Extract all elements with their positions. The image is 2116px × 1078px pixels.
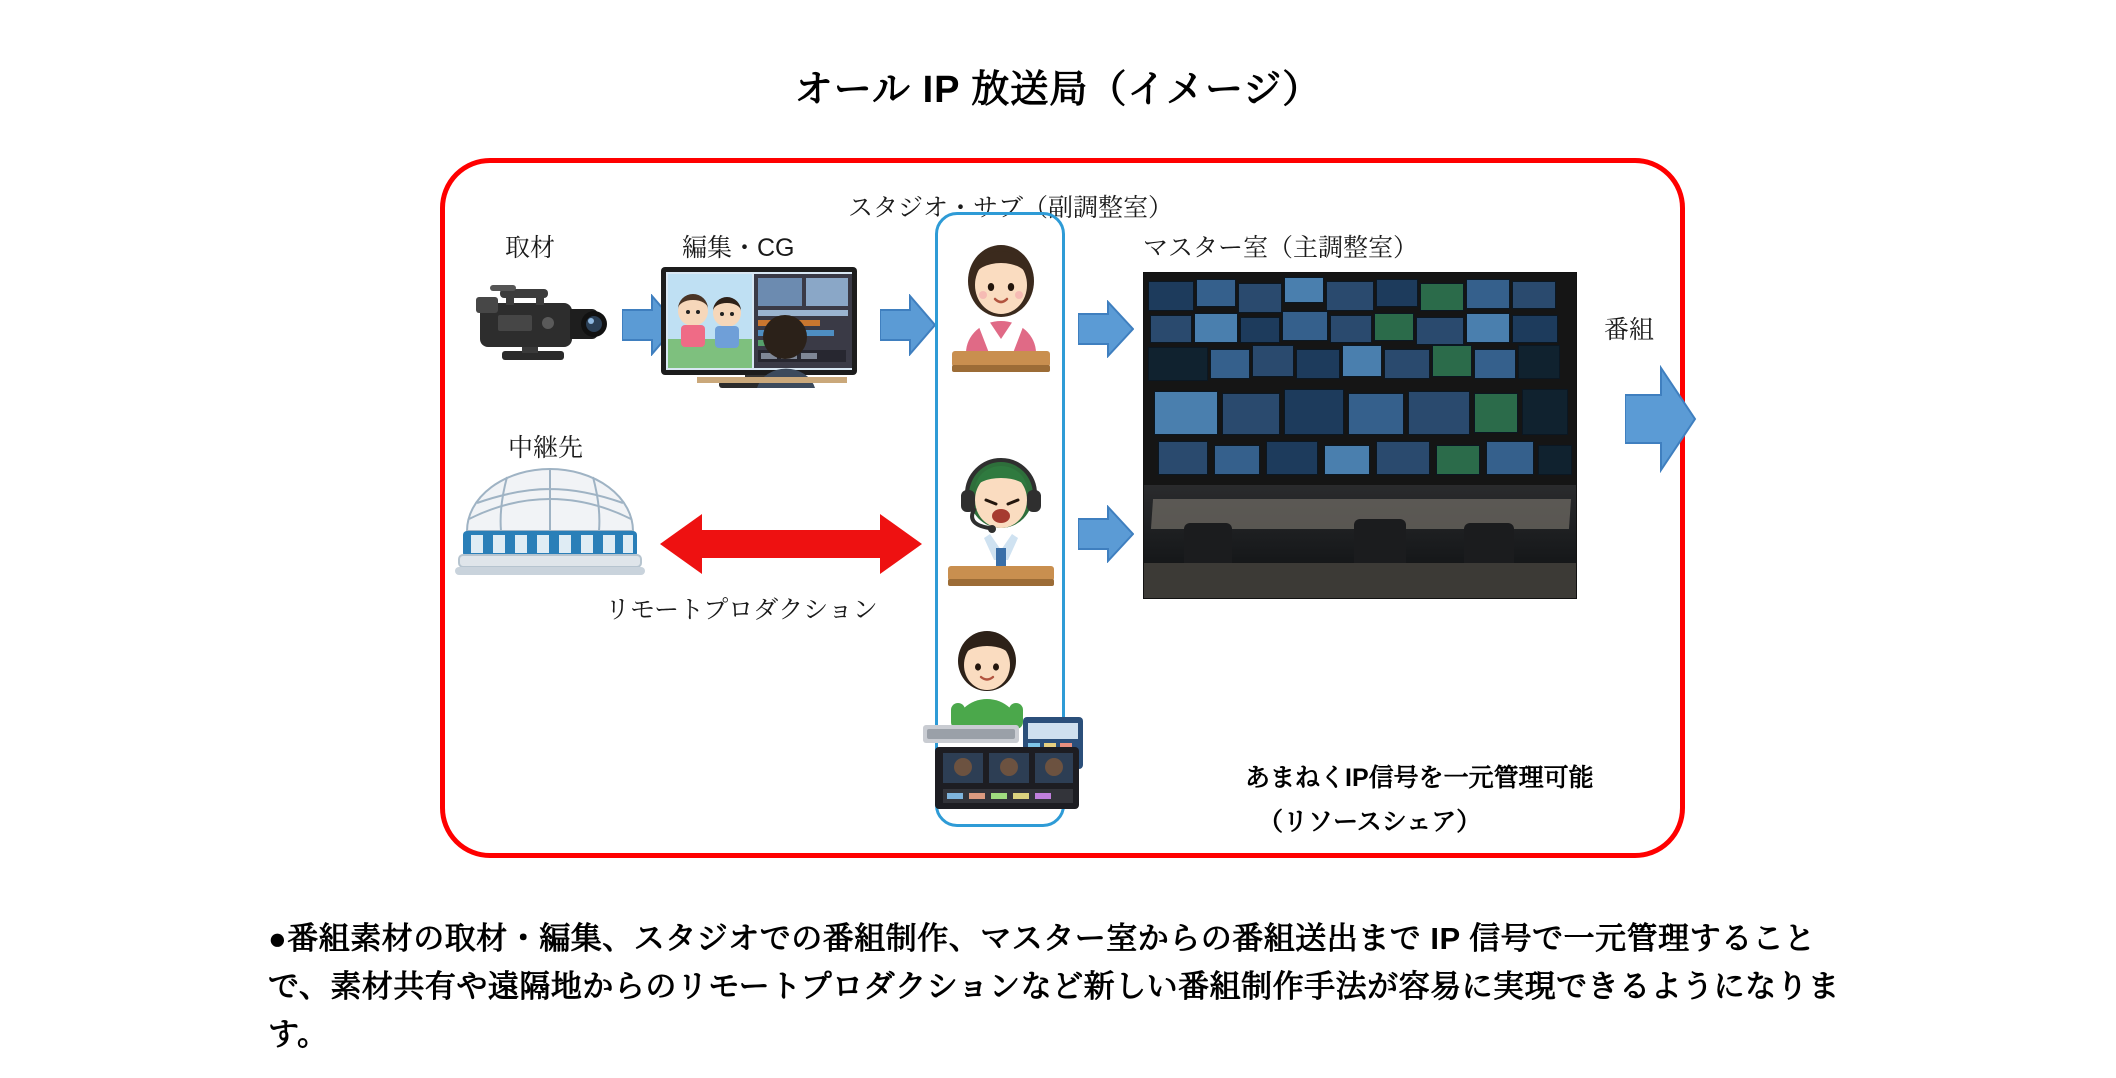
label-chukeisaki: 中継先	[508, 434, 584, 462]
label-studio-sub: スタジオ・サブ（副調整室）	[848, 194, 1174, 222]
arrow-program-output	[1625, 365, 1697, 478]
relay-dome-icon	[455, 455, 645, 585]
arrow-studio-to-master-middle	[1078, 505, 1134, 568]
label-henshu-cg: 編集・CG	[682, 234, 795, 262]
description-text: ●番組素材の取材・編集、スタジオでの番組制作、マスター室からの番組送出まで IP 信号で一元管理することで、素材共有や遠隔地からのリモートプロダクションなど新しい番組制作手法が容易に実現できるようになります。	[268, 921, 1840, 1053]
master-control-room-photo	[1143, 272, 1577, 599]
switcher-operator-icon	[915, 625, 1090, 820]
page-title: オール IP 放送局（イメージ）	[794, 69, 1322, 111]
editing-monitor-icon	[657, 265, 872, 390]
note-line-1: あまねくIP信号を一元管理可能	[1245, 764, 1594, 792]
announcer-person-icon	[942, 235, 1060, 385]
label-shuzai: 取材	[505, 234, 556, 262]
director-person-icon	[940, 450, 1062, 590]
arrow-editing-to-studio	[880, 294, 936, 361]
arrow-studio-to-master-top	[1078, 300, 1134, 363]
note-line-2: （リソースシェア）	[1258, 808, 1482, 836]
arrow-remote-production-bidirectional	[660, 510, 922, 583]
label-bangumi: 番組	[1604, 316, 1655, 344]
video-camera-icon	[470, 275, 615, 370]
label-master-room: マスター室（主調整室）	[1143, 234, 1419, 262]
label-remote-production: リモートプロダクション	[605, 596, 878, 624]
